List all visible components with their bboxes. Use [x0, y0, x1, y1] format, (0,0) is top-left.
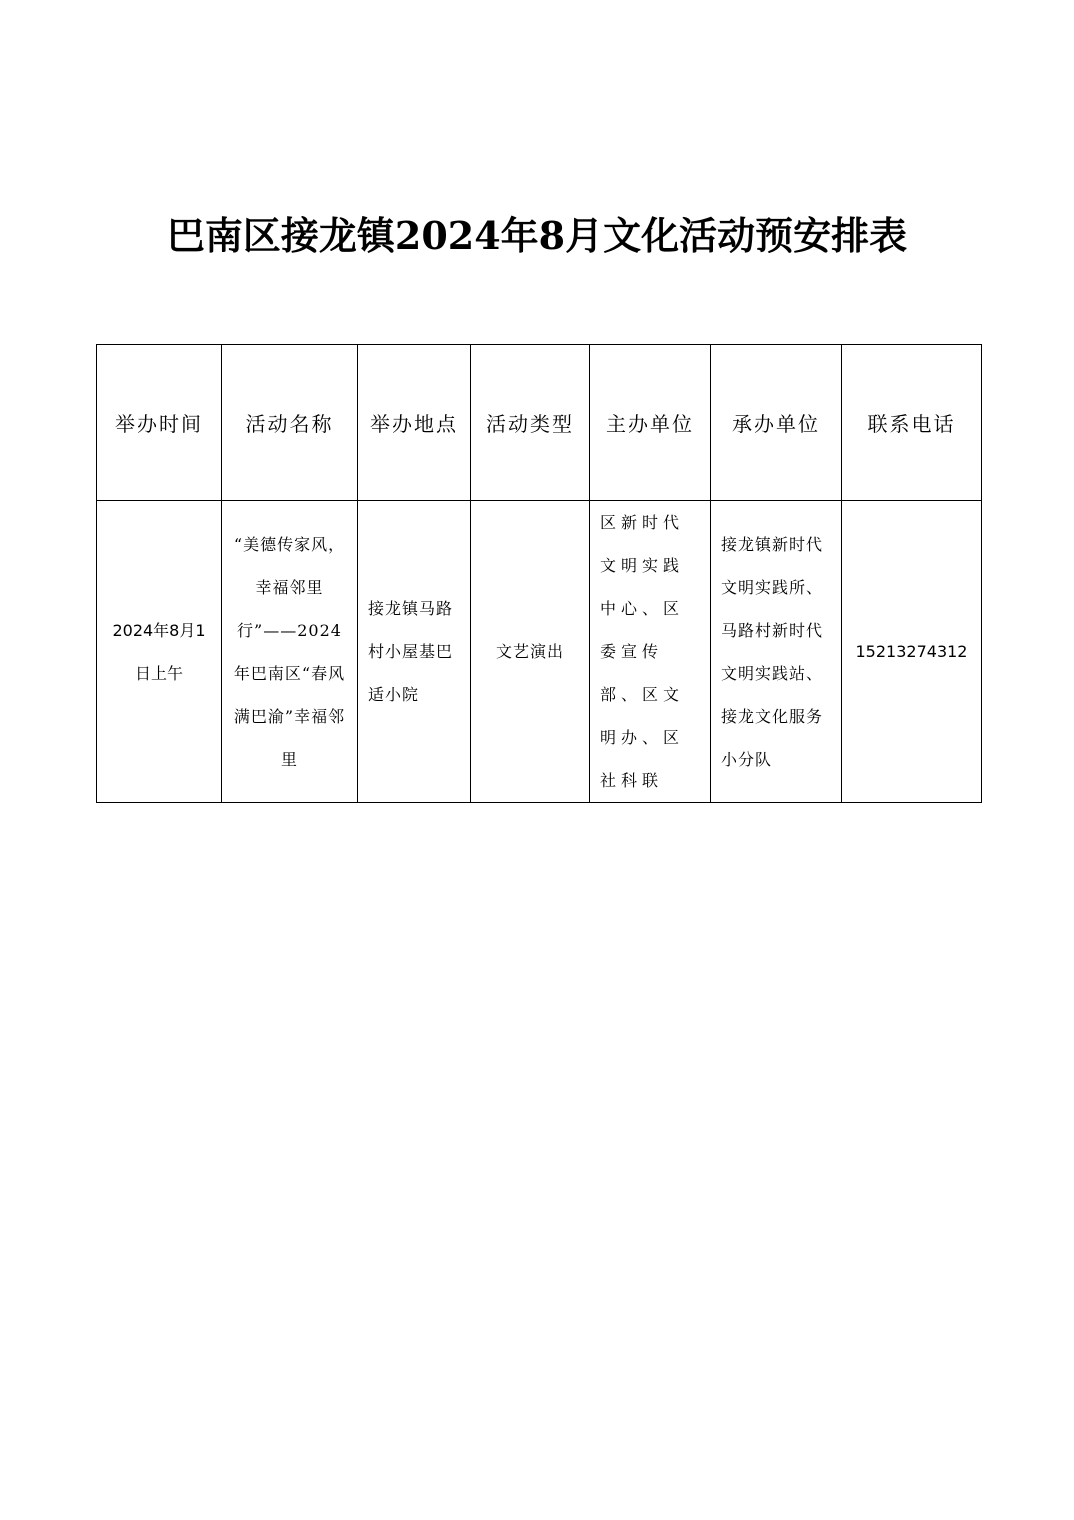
cell-activity-type: 文艺演出 [471, 501, 590, 803]
table-row [97, 501, 982, 803]
document-title: 巴南区接龙镇2024年8月文化活动预安排表 [166, 213, 908, 258]
header-activity-name: 活动名称 [222, 345, 358, 501]
cell-undertaker: 接龙镇新时代文明实践所、马路村新时代文明实践站、接龙文化服务小分队 [711, 501, 842, 803]
header-activity-type: 活动类型 [471, 345, 590, 501]
activity-schedule-table [96, 344, 982, 803]
header-organizer: 主办单位 [590, 345, 711, 501]
cell-time: 2024年8月1日上午 [97, 501, 222, 803]
cell-organizer: 区新时代文明实践中心、区委宣传部、区文明办、区社科联 [590, 501, 711, 803]
header-phone: 联系电话 [842, 345, 982, 501]
cell-location: 接龙镇马路村小屋基巴适小院 [358, 501, 471, 803]
cell-phone: 15213274312 [842, 501, 982, 803]
header-location: 举办地点 [358, 345, 471, 501]
cell-activity-name: “美德传家风，幸福邻里行”——2024年巴南区“春风满巴渝”幸福邻里 [222, 501, 358, 803]
header-time: 举办时间 [97, 345, 222, 501]
header-undertaker: 承办单位 [711, 345, 842, 501]
table-header-row [97, 345, 982, 501]
